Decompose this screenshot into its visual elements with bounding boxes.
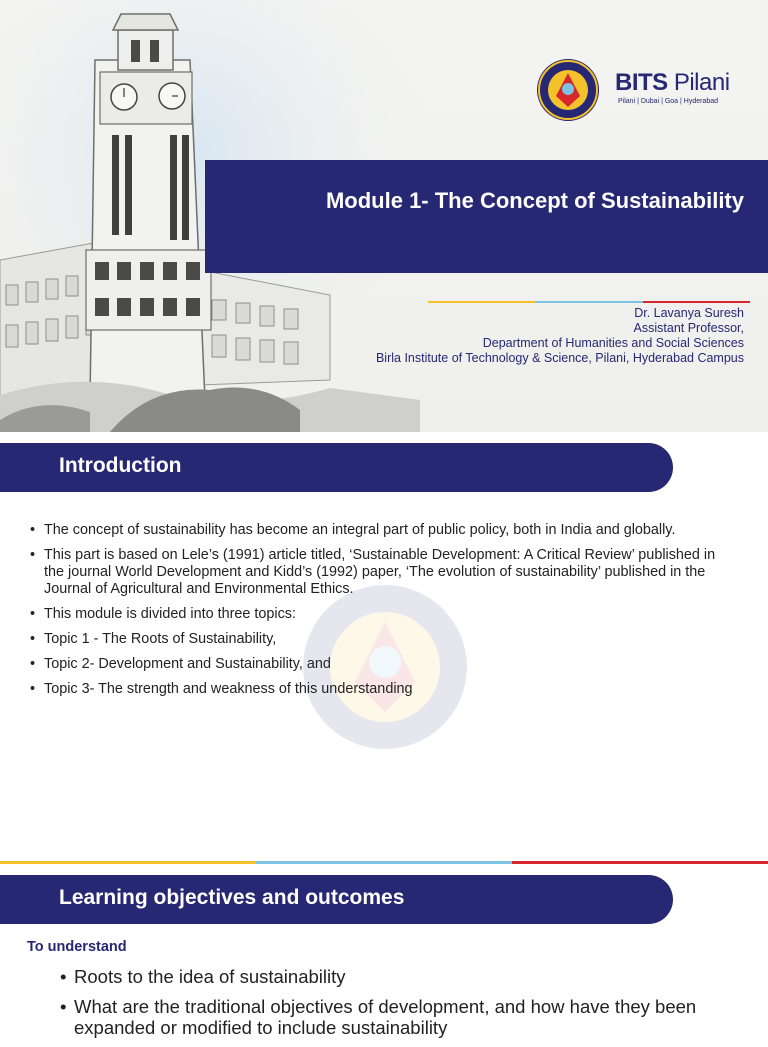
list-item: • Topic 1 - The Roots of Sustainability,: [30, 631, 730, 648]
author-institute: Birla Institute of Technology & Science, Pilani, Hyderabad Campus: [375, 351, 744, 365]
subheading: To understand: [27, 939, 127, 955]
bits-pilani-logo: [535, 56, 745, 126]
list-item: • This module is divided into three topics:: [30, 606, 730, 623]
author-position: Assistant Professor,: [633, 321, 744, 335]
module-title: Module 1- The Concept of Sustainability: [325, 188, 744, 213]
list-item: • Topic 3- The strength and weakness of this understanding: [30, 681, 730, 698]
introduction-slide: [0, 432, 768, 864]
logo-campuses: Pilani | Dubai | Goa | Hyderabad: [618, 98, 719, 105]
objectives-bullet-list: [60, 966, 710, 1047]
logo-wordmark: BITS Pilani: [615, 69, 730, 96]
section-header: [0, 875, 673, 924]
bits-emblem-icon: [535, 56, 601, 124]
list-item: • The concept of sustainability has become an integral part of public policy, both in India and globally.: [30, 522, 730, 539]
author-block: [376, 306, 744, 366]
list-item: • What are the traditional objectives of development, and how have they been expanded or modified to include sustainability: [60, 996, 710, 1038]
author-department: Department of Humanities and Social Sciences: [482, 336, 744, 350]
intro-bullet-list: [30, 522, 730, 706]
list-item: • This part is based on Lele’s (1991) article titled, ‘Sustainable Development: A Critical Review’ published in the journal World Development and Kidd’s (1992) paper, ‘The evolution of sustainability’ published in the Journal of Agricultural and Environmental Ethics.: [30, 547, 730, 598]
title-band: [205, 160, 768, 273]
list-item: • Topic 2- Development and Sustainability, and: [30, 656, 730, 673]
section-title: Learning objectives and outcomes: [59, 886, 405, 909]
learning-objectives-slide: [0, 864, 768, 1038]
list-item: • Roots to the idea of sustainability: [60, 966, 710, 987]
section-title: Introduction: [59, 454, 182, 477]
section-header: [0, 443, 673, 492]
author-name: Dr. Lavanya Suresh: [634, 306, 744, 320]
title-slide: [0, 0, 768, 432]
author-divider: [428, 301, 750, 303]
